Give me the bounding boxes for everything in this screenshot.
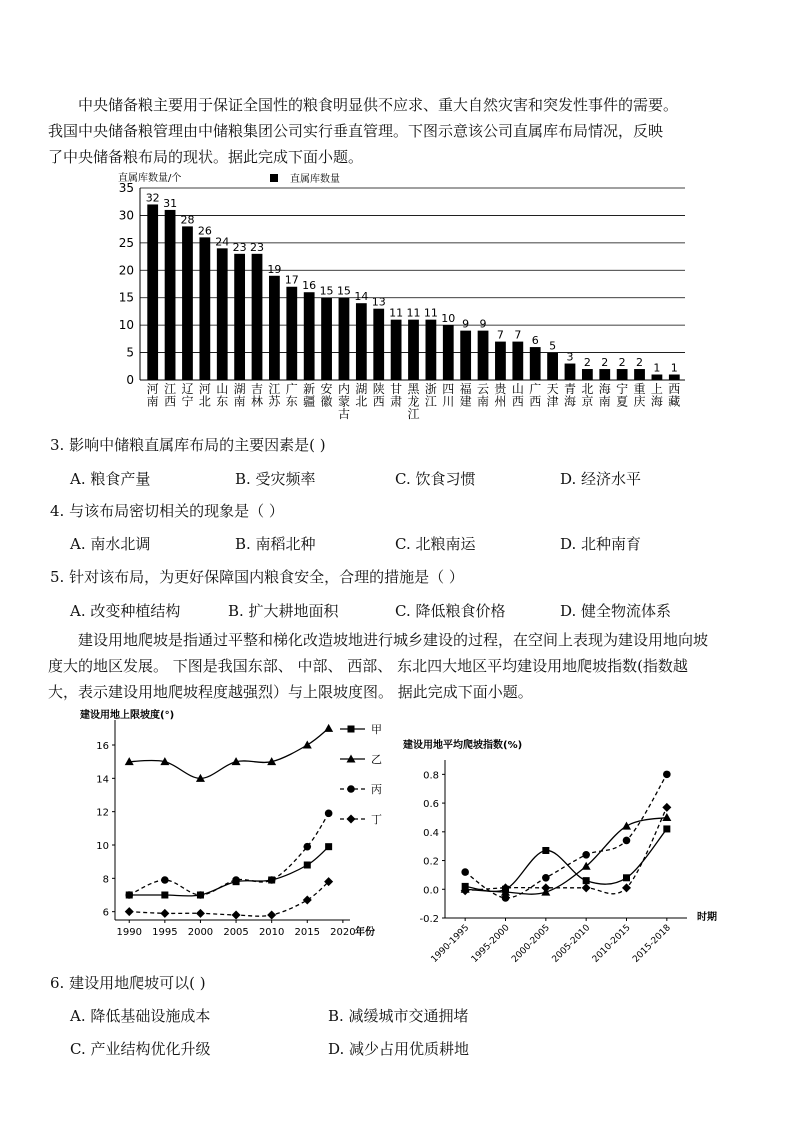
- data-label: 10: [441, 312, 456, 326]
- y-axis-label: 建设用地平均爬坡指数(%): [403, 740, 523, 751]
- bar: [391, 320, 402, 380]
- bar: [478, 331, 489, 380]
- data-label: 31: [163, 196, 178, 210]
- x-tick-label: 2005-2010: [550, 923, 593, 965]
- data-label: 2: [618, 356, 626, 370]
- x-tick-label: 云南: [477, 382, 490, 409]
- climbing-index-line-chart: [395, 730, 735, 970]
- data-point: [325, 843, 332, 850]
- y-tick-label: 0.4: [423, 827, 439, 839]
- bar: [356, 303, 367, 380]
- x-tick-label: 辽宁: [181, 382, 194, 409]
- data-point: [161, 892, 168, 899]
- y-tick-label: 15: [118, 290, 134, 305]
- x-tick-label: 浙江: [424, 382, 437, 409]
- option-c[interactable]: C. 北粮南运: [395, 535, 476, 553]
- data-point: [461, 868, 469, 876]
- bar: [234, 254, 245, 380]
- bar: [182, 226, 193, 380]
- data-point: [623, 874, 630, 881]
- bar: [425, 320, 436, 380]
- question-3-stem: 3. 影响中储粮直属库布局的主要因素是( ): [50, 436, 326, 454]
- bar: [373, 309, 384, 380]
- y-tick-label: 5: [126, 345, 134, 360]
- x-tick-label: 2015-2018: [631, 923, 673, 965]
- y-tick-label: 35: [118, 181, 134, 195]
- bar: [269, 276, 280, 380]
- data-point: [267, 911, 276, 920]
- bar: [339, 298, 350, 380]
- data-point: [663, 825, 670, 832]
- x-tick-label: 广西: [529, 382, 542, 409]
- y-tick-label: 0.0: [423, 885, 439, 897]
- option-d[interactable]: D. 经济水平: [560, 470, 642, 488]
- x-tick-label: 河北: [198, 382, 211, 409]
- data-point: [347, 815, 356, 824]
- option-b[interactable]: B. 南稻北种: [235, 535, 316, 553]
- x-tick-label: 四川: [442, 382, 455, 409]
- bar: [547, 353, 558, 380]
- x-tick-label: 2020: [330, 927, 356, 938]
- y-tick-label: 20: [118, 263, 134, 278]
- data-point: [125, 907, 134, 916]
- bar: [652, 375, 663, 380]
- data-label: 16: [302, 279, 317, 293]
- data-point: [232, 876, 240, 884]
- x-tick-label: 山东: [216, 382, 229, 409]
- bar: [512, 342, 523, 380]
- x-tick-label: 2015: [294, 927, 320, 938]
- legend-label: 丁: [371, 813, 382, 826]
- x-tick-label: 1995: [152, 927, 178, 938]
- upper-slope-line-chart: [75, 705, 400, 940]
- series-line: [129, 728, 328, 778]
- depot-bar-chart: [100, 168, 700, 428]
- question-5-stem: 5. 针对该布局，为更好保障国内粮食安全，合理的措施是（ ）: [50, 568, 464, 586]
- x-axis-label: 时期: [697, 912, 717, 923]
- data-label: 19: [267, 262, 282, 276]
- x-tick-label: 1990-1995: [429, 923, 472, 965]
- bar: [617, 369, 628, 380]
- question-4-stem: 4. 与该布局密切相关的现象是（ ）: [50, 502, 284, 520]
- data-label: 26: [197, 224, 212, 238]
- x-tick-label: 海南: [598, 382, 611, 409]
- legend-label: 乙: [371, 753, 382, 766]
- series-line: [129, 813, 328, 895]
- x-tick-label: 吉林: [251, 382, 264, 409]
- y-tick-label: 0.8: [423, 770, 439, 782]
- y-axis-label: 建设用地上限坡度(°): [80, 710, 175, 721]
- y-tick-label: 8: [102, 874, 109, 886]
- option-d[interactable]: D. 减少占用优质耕地: [328, 1040, 470, 1058]
- series-line: [129, 882, 328, 917]
- data-point: [303, 741, 312, 749]
- x-tick-label: 2000-2005: [510, 923, 552, 965]
- legend-label: 直属库数量: [290, 174, 340, 185]
- intro-line: 中央储备粮主要用于保证全国性的粮食明显供不应求、重大自然灾害和突发性事件的需要。: [78, 96, 679, 114]
- data-label: 2: [583, 356, 591, 370]
- bar: [582, 369, 593, 380]
- data-label: 14: [354, 290, 369, 304]
- data-label: 1: [653, 361, 661, 375]
- data-point: [196, 909, 205, 918]
- x-tick-label: 黑龙江: [407, 382, 420, 421]
- x-tick-label: 福建: [459, 382, 472, 409]
- data-point: [125, 891, 133, 899]
- data-point: [161, 876, 169, 884]
- y-tick-label: 10: [118, 318, 134, 333]
- x-tick-label: 陕西: [372, 382, 385, 409]
- option-b[interactable]: B. 扩大耕地面积: [228, 602, 339, 620]
- y-axis-label: 直属库数量/个: [118, 173, 182, 184]
- x-tick-label: 2010-2015: [590, 923, 633, 965]
- data-point: [623, 837, 631, 845]
- bar: [165, 210, 176, 380]
- y-tick-label: 10: [96, 841, 109, 852]
- data-point: [662, 803, 671, 812]
- intro-line: 我国中央储备粮管理由中储粮集团公司实行垂直管理。下图示意该公司直属库布局情况，反映: [48, 122, 664, 140]
- legend-label: 甲: [371, 723, 382, 736]
- data-label: 7: [514, 328, 522, 342]
- intro-line: 度大的地区发展。 下图是我国东部、 中部、 西部、 东北四大地区平均建设用地爬坡指数(指数越: [48, 657, 688, 675]
- y-tick-label: -0.2: [419, 914, 439, 925]
- y-tick-label: 25: [118, 235, 134, 250]
- y-tick-label: 0: [126, 373, 134, 387]
- data-label: 1: [670, 361, 678, 375]
- bar: [199, 237, 210, 380]
- bar: [443, 325, 454, 380]
- x-tick-label: 广东: [285, 382, 298, 409]
- x-tick-label: 宁夏: [616, 382, 629, 409]
- data-label: 15: [336, 284, 351, 298]
- data-point: [622, 822, 631, 830]
- y-tick-label: 0.6: [423, 799, 439, 811]
- x-tick-label: 天津: [546, 382, 559, 409]
- data-label: 11: [389, 306, 404, 320]
- data-point: [324, 724, 333, 732]
- data-label: 7: [496, 328, 504, 342]
- y-tick-label: 16: [96, 741, 109, 752]
- data-label: 17: [284, 273, 299, 287]
- x-tick-label: 2005: [223, 927, 249, 938]
- x-tick-label: 1990: [116, 927, 142, 938]
- data-label: 5: [549, 339, 557, 353]
- x-tick-label: 北京: [581, 382, 594, 409]
- x-tick-label: 湖南: [233, 382, 246, 409]
- data-point: [303, 896, 312, 905]
- question-6-stem: 6. 建设用地爬坡可以( ): [50, 974, 206, 992]
- option-a[interactable]: A. 粮食产量: [70, 470, 151, 488]
- x-tick-label: 2000: [187, 927, 214, 938]
- data-point: [582, 883, 591, 892]
- bar: [669, 375, 680, 380]
- data-point: [542, 874, 550, 882]
- data-label: 23: [232, 240, 247, 254]
- data-point: [582, 851, 590, 859]
- option-c[interactable]: C. 饮食习惯: [395, 470, 476, 488]
- x-axis-label: 年份: [355, 927, 375, 938]
- x-tick-label: 西藏: [668, 382, 681, 409]
- y-tick-label: 30: [118, 208, 134, 223]
- data-label: 2: [636, 356, 644, 370]
- data-point: [347, 785, 355, 793]
- data-point: [583, 877, 590, 884]
- data-point: [197, 891, 205, 899]
- option-c[interactable]: C. 降低粮食价格: [395, 602, 506, 620]
- x-tick-label: 内蒙古: [337, 382, 350, 421]
- x-tick-label: 1995-2000: [469, 923, 512, 965]
- series-line: [129, 847, 328, 896]
- x-tick-label: 山西: [511, 382, 524, 409]
- x-tick-label: 贵州: [494, 382, 507, 409]
- bar: [565, 364, 576, 380]
- data-point: [303, 843, 311, 851]
- bar: [252, 254, 263, 380]
- data-label: 15: [319, 284, 334, 298]
- x-tick-label: 安徽: [320, 382, 333, 409]
- intro-line: 了中央储备粮布局的现状。据此完成下面小题。: [48, 148, 364, 166]
- x-tick-label: 河南: [146, 382, 159, 409]
- bar: [321, 298, 332, 380]
- option-b[interactable]: B. 受灾频率: [235, 470, 316, 488]
- intro-line: 大，表示建设用地爬坡程度越强烈）与上限坡度图。 据此完成下面小题。: [48, 683, 533, 701]
- option-a[interactable]: A. 降低基础设施成本: [70, 1007, 211, 1025]
- y-tick-label: 12: [96, 807, 109, 819]
- bar: [634, 369, 645, 380]
- x-tick-label: 江西: [164, 382, 177, 409]
- data-label: 11: [406, 306, 421, 320]
- x-tick-label: 上海: [650, 382, 663, 409]
- data-label: 9: [479, 317, 487, 331]
- bar: [286, 287, 297, 380]
- option-d[interactable]: D. 北种南育: [560, 535, 642, 553]
- intro-paragraph-2: [48, 627, 748, 705]
- bar: [599, 369, 610, 380]
- y-tick-label: 6: [102, 907, 109, 919]
- y-tick-label: 0.2: [423, 856, 439, 868]
- x-tick-label: 青海: [563, 382, 576, 409]
- data-label: 32: [145, 191, 160, 205]
- data-point: [542, 847, 549, 854]
- x-tick-label: 湖北: [355, 382, 368, 409]
- bar: [530, 347, 541, 380]
- option-c[interactable]: C. 产业结构优化升级: [70, 1040, 211, 1058]
- data-point: [348, 726, 355, 733]
- option-a[interactable]: A. 改变种植结构: [70, 602, 181, 620]
- y-tick-label: 14: [96, 774, 109, 786]
- option-d[interactable]: D. 健全物流体系: [560, 602, 672, 620]
- data-point: [325, 810, 333, 818]
- option-a[interactable]: A. 南水北调: [70, 535, 151, 553]
- data-label: 24: [215, 235, 230, 249]
- bar: [460, 331, 471, 380]
- data-label: 2: [601, 356, 609, 370]
- data-label: 23: [250, 240, 265, 254]
- x-tick-label: 江苏: [268, 382, 281, 409]
- option-b[interactable]: B. 减缓城市交通拥堵: [328, 1007, 469, 1025]
- legend-swatch: [270, 174, 278, 182]
- x-tick-label: 重庆: [633, 382, 646, 409]
- data-label: 11: [423, 306, 438, 320]
- data-label: 3: [566, 350, 574, 364]
- intro-paragraph-1: [48, 92, 748, 170]
- data-label: 13: [371, 295, 386, 309]
- data-point: [502, 894, 510, 902]
- bar: [495, 342, 506, 380]
- legend-label: 丙: [371, 783, 382, 796]
- x-tick-label: 新疆: [303, 382, 316, 409]
- x-tick-label: 2010: [258, 927, 285, 938]
- intro-line: 建设用地爬坡是指通过平整和梯化改造坡地进行城乡建设的过程，在空间上表现为建设用地向坡: [78, 631, 709, 649]
- data-label: 9: [462, 317, 470, 331]
- data-point: [663, 771, 671, 779]
- data-point: [268, 876, 276, 884]
- x-tick-label: 甘肃: [390, 382, 403, 409]
- bar: [408, 320, 419, 380]
- series-line: [465, 817, 667, 894]
- bar: [147, 204, 158, 380]
- data-point: [232, 911, 241, 920]
- bar: [217, 248, 228, 380]
- data-point: [160, 909, 169, 918]
- data-label: 6: [531, 334, 539, 348]
- data-point: [304, 862, 311, 869]
- bar: [304, 292, 315, 380]
- data-label: 28: [180, 213, 195, 227]
- series-line: [465, 774, 667, 898]
